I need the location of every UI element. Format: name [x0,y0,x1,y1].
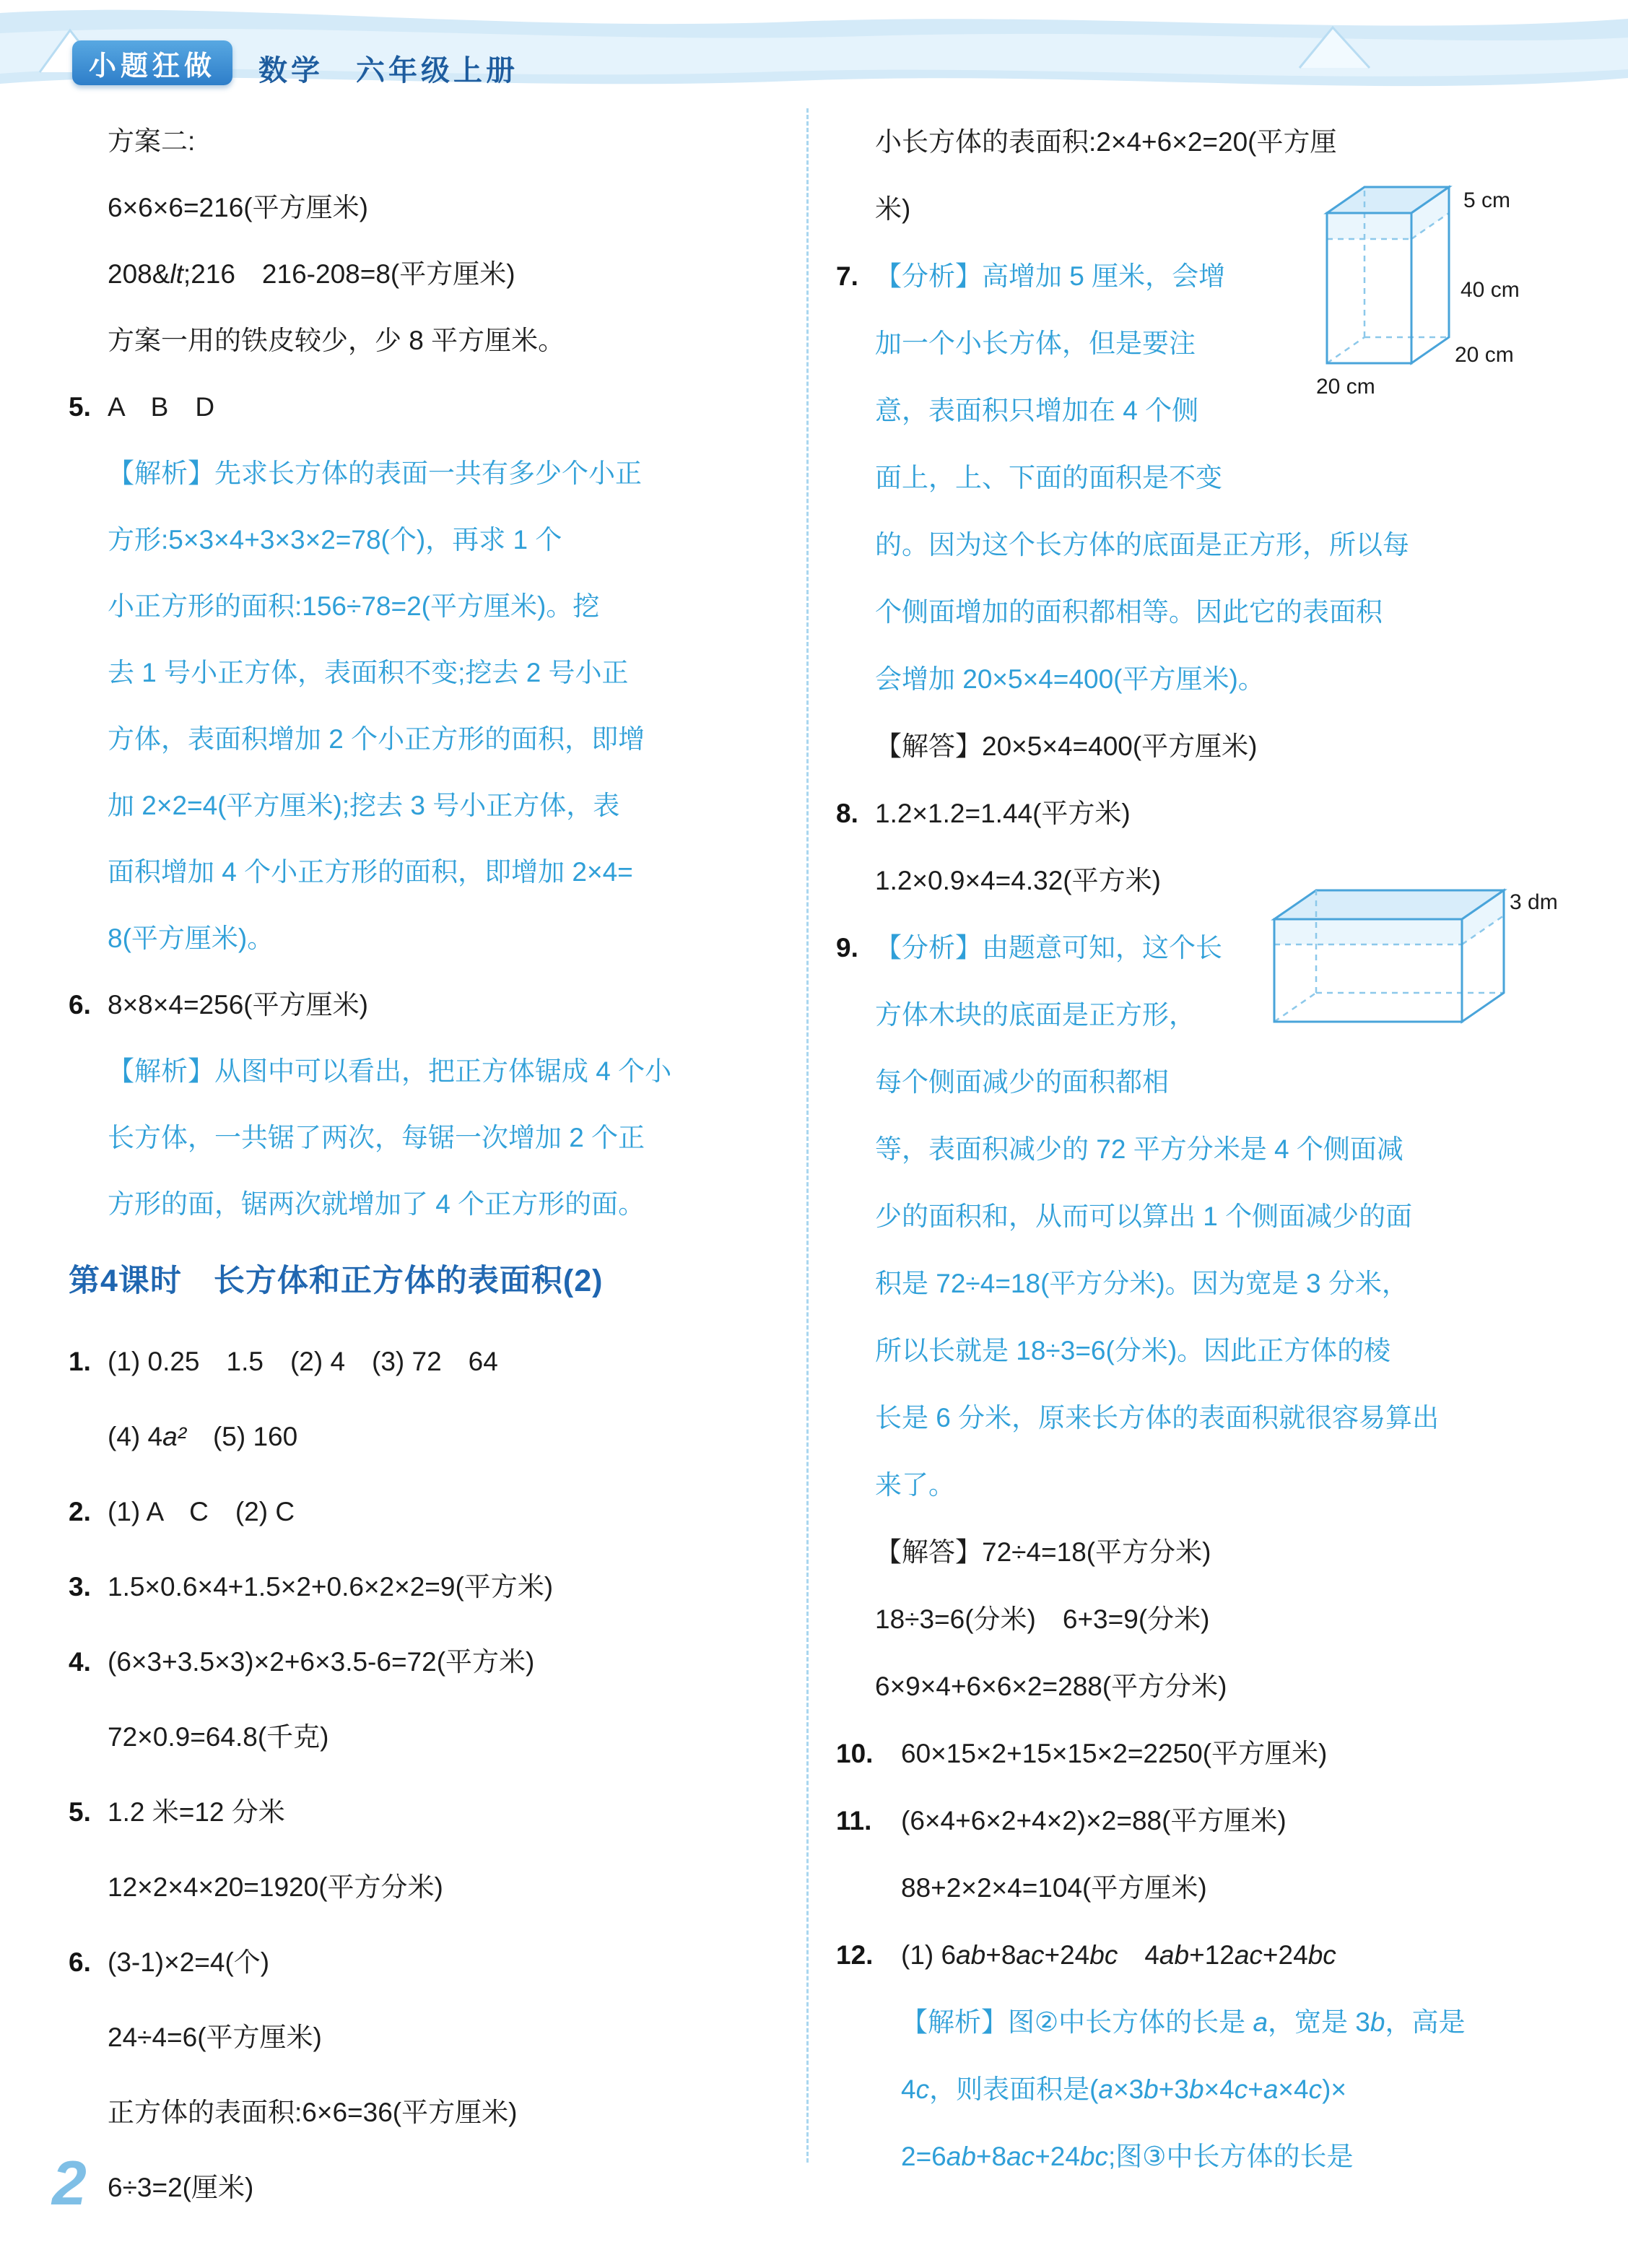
line-text: A B D [108,392,215,422]
figure-label-width: 20 cm [1316,375,1375,399]
text-line [69,1775,787,1850]
item-number: 7. [836,261,858,291]
line-text: 来了。 [875,1470,955,1500]
text-line [69,1925,787,2000]
line-text: (4) 4a² (5) 160 [108,1422,298,1451]
text-line [836,1653,1565,1720]
text-line [836,2056,1565,2123]
line-text: 米) [875,194,911,224]
figure-label-added-height: 3 dm [1510,890,1558,914]
line-text: 1.5×0.6×4+1.5×2+0.6×2×2=9(平方米) [108,1572,554,1602]
text-line [69,308,787,374]
line-text: 方形:5×3×4+3×3×2=78(个)，再求 1 个 [108,525,562,555]
line-text: (3-1)×2=4(个) [108,1947,270,1977]
line-text: 【分析】高增加 5 厘米，会增 [875,261,1226,291]
text-line [69,1474,787,1550]
text-line [836,646,1565,713]
item-number: 8. [836,799,858,828]
line-text: 小长方体的表面积:2×4+6×2=20(平方厘 [875,127,1337,157]
text-line [69,241,787,308]
line-text: 积是 72÷4=18(平方分米)。因为宽是 3 分米， [875,1269,1409,1298]
line-text: 个侧面增加的面积都相等。因此它的表面积 [875,597,1383,627]
item-number: 5. [69,1797,91,1827]
line-text: 长方体，一共锯了两次，每锯一次增加 2 个正 [108,1123,645,1152]
item-number: 6. [69,990,91,1020]
item-number: 5. [69,392,91,422]
line-text: 1.2 米=12 分米 [108,1797,285,1827]
text-line [69,773,787,839]
line-text: 208&lt;216 216-208=8(平方厘米) [108,259,515,289]
text-line [836,1048,1565,1116]
banner-decoration [0,0,1628,119]
item-number: 4. [69,1647,91,1677]
line-text: 【解析】从图中可以看出，把正方体锯成 4 个小 [108,1056,672,1086]
text-line [836,2123,1565,2190]
line-text: 12×2×4×20=1920(平方分米) [108,1872,443,1902]
text-line [69,507,787,573]
item-number: 2. [69,1497,91,1526]
line-text: 去 1 号小正方体，表面积不变;挖去 2 号小正 [108,658,629,687]
line-text: 方体，表面积增加 2 个小正方形的面积，即增 [108,724,645,754]
text-line [836,444,1565,511]
text-line [836,1384,1565,1451]
line-text: 2=6ab+8ac+24bc;图③中长方体的长是 [901,2142,1354,2171]
text-line [836,1720,1565,1787]
line-text: (1) 6ab+8ac+24bc 4ab+12ac+24bc [901,1940,1336,1970]
text-line [836,1854,1565,1921]
text-line [836,1183,1565,1250]
text-line [69,1700,787,1775]
item-number: 12. [836,1940,874,1970]
line-text: 所以长就是 18÷3=6(分米)。因此正方体的棱 [875,1336,1391,1365]
line-text: 8(平方厘米)。 [108,924,274,953]
line-text: 【分析】由题意可知，这个长 [875,933,1222,963]
line-text: 加 2×2=4(平方厘米);挖去 3 号小正方体，表 [108,791,620,820]
book-title: 数学 六年级上册 [258,55,518,87]
text-line [836,1451,1565,1518]
line-text: 方案一用的铁皮较少，少 8 平方厘米。 [108,326,565,355]
text-line [69,374,787,440]
text-line [836,578,1565,646]
text-line [69,108,787,175]
text-line [69,1171,787,1238]
line-text: 【解析】图②中长方体的长是 a，宽是 3b，高是 [901,2007,1466,2037]
line-text: 会增加 20×5×4=400(平方厘米)。 [875,664,1265,694]
text-line [836,511,1565,578]
left-column [69,108,787,2225]
line-text: (6×4+6×2+4×2)×2=88(平方厘米) [901,1806,1287,1835]
figure-box-q9 [1266,877,1569,1058]
line-text: 1.2×0.9×4=4.32(平方米) [875,866,1161,895]
text-line [69,905,787,972]
text-line [836,1317,1565,1384]
column-divider [806,108,809,2163]
line-text: 的。因为这个长方体的底面是正方形，所以每 [875,530,1409,560]
line-text: (1) 0.25 1.5 (2) 4 (3) 72 64 [108,1347,498,1376]
text-line [836,1250,1565,1317]
line-text: 1.2×1.2=1.44(平方米) [875,799,1131,828]
item-number: 6. [69,1947,91,1977]
text-line [69,640,787,706]
text-line [836,1921,1565,1989]
text-line [836,1586,1565,1653]
line-text: 加一个小长方体，但是要注 [875,329,1196,358]
text-line [69,1850,787,1925]
text-line [836,108,1565,175]
text-line [69,1399,787,1474]
text-line [69,1550,787,1625]
line-text: 少的面积和，从而可以算出 1 个侧面减少的面 [875,1202,1413,1231]
text-line [836,1518,1565,1586]
text-line [836,1116,1565,1183]
figure-label-depth: 20 cm [1455,343,1514,367]
item-number: 10. [836,1739,874,1768]
section-heading [69,1238,787,1324]
line-text: 72×0.9=64.8(千克) [108,1722,329,1752]
line-text: 方体木块的底面是正方形， [875,1000,1196,1030]
line-text: (1) A C (2) C [108,1497,295,1526]
line-text: 24÷4=6(平方厘米) [108,2022,322,2052]
line-text: 【解答】72÷4=18(平方分米) [875,1537,1211,1567]
item-number: 3. [69,1572,91,1602]
line-text: 正方体的表面积:6×6=36(平方厘米) [108,2098,518,2127]
text-line [69,440,787,507]
page-number: 2 [52,2149,87,2218]
text-line [836,713,1565,780]
line-text: 方形的面，锯两次就增加了 4 个正方形的面。 [108,1189,645,1219]
line-text: 等，表面积减少的 72 平方分米是 4 个侧面减 [875,1134,1403,1164]
text-line [69,1038,787,1105]
item-number: 9. [836,933,858,963]
text-line [69,2150,787,2225]
text-line [69,1324,787,1399]
text-line [69,1625,787,1700]
text-line [69,573,787,640]
line-text: 18÷3=6(分米) 6+3=9(分米) [875,1604,1210,1634]
figure-box-q7 [1287,177,1562,401]
line-text: 6×9×4+6×6×2=288(平方分米) [875,1672,1227,1701]
line-text: 第4课时 长方体和正方体的表面积(2) [69,1264,604,1298]
item-number: 1. [69,1347,91,1376]
text-line [69,2000,787,2075]
figure-label-added-height: 5 cm [1463,188,1511,212]
line-text: 【解答】20×5×4=400(平方厘米) [875,731,1258,761]
line-text: 面积增加 4 个小正方形的面积，即增加 2×4= [108,857,633,887]
line-text: 方案二: [108,126,196,156]
line-text: (6×3+3.5×3)×2+6×3.5-6=72(平方米) [108,1647,535,1677]
text-line [69,175,787,241]
right-column [836,108,1565,2190]
line-text: 60×15×2+15×15×2=2250(平方厘米) [901,1739,1328,1768]
text-line [69,2075,787,2150]
line-text: 【解析】先求长方体的表面一共有多少个小正 [108,459,642,488]
line-text: 小正方形的面积:156÷78=2(平方厘米)。挖 [108,591,600,621]
text-line [69,1105,787,1171]
line-text: 88+2×2×4=104(平方厘米) [901,1873,1207,1903]
text-line [69,706,787,773]
line-text: 6÷3=2(厘米) [108,2173,254,2202]
text-line [69,972,787,1038]
line-text: 8×8×4=256(平方厘米) [108,990,368,1020]
text-line [836,780,1565,847]
line-text: 6×6×6=216(平方厘米) [108,193,368,222]
box-diagram-q7 [1287,177,1562,401]
line-text: 长是 6 分米，原来长方体的表面积就很容易算出 [875,1403,1440,1433]
text-line [69,839,787,905]
line-text: 意，表面积只增加在 4 个侧 [875,396,1199,425]
text-line [836,1787,1565,1854]
line-text: 4c，则表面积是(a×3b+3b×4c+a×4c)× [901,2074,1347,2104]
box-diagram-q9 [1266,877,1569,1058]
header-banner [0,0,1628,119]
series-badge: 小题狂做 [72,40,232,85]
item-number: 11. [836,1806,872,1835]
line-text: 面上，上、下面的面积是不变 [875,463,1222,492]
text-line [836,1989,1565,2056]
line-text: 每个侧面减少的面积都相 [875,1067,1169,1097]
figure-label-height: 40 cm [1461,278,1520,302]
